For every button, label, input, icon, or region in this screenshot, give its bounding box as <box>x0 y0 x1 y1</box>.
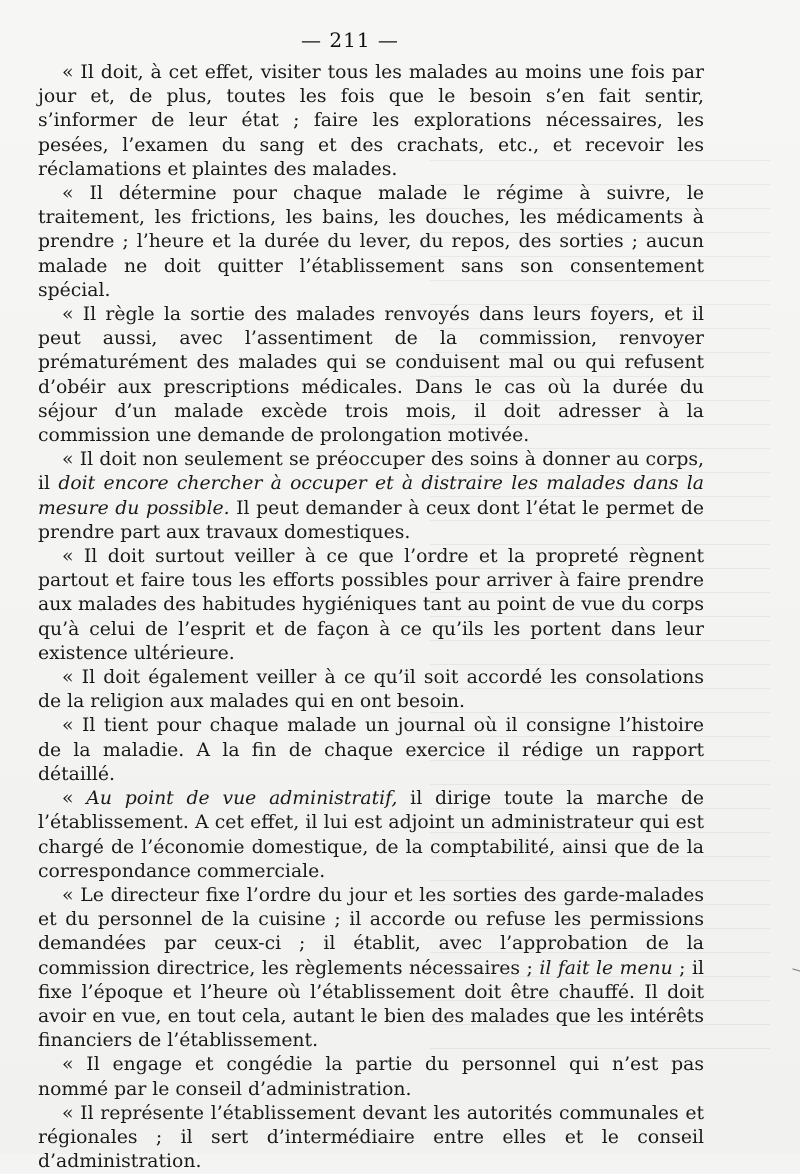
body-text <box>38 61 704 1174</box>
paragraph-administration <box>38 787 704 884</box>
paragraph-director-start: « Le directeur fixe l’ordre du jour et les sorties des garde-malades et du personnel de la cuisine ; il accorde ou refuse les permissions demandées par ceux-ci ; il établit, avec l’approbation de la commission directrice, les règlements nécessaires ; <box>38 884 704 979</box>
paragraph-occupation <box>38 448 704 545</box>
paragraph-discharge: « Il règle la sortie des malades renvoyés dans leurs foyers, et il peut aussi, avec l’assentiment de la commission, renvoyer prématurément des malades qui se conduisent mal ou qui refusent d’obéir aux prescriptions médicales. Dans le cas où la durée du séjour d’un malade excède trois mois, il doit adresser à la commission une demande de prolongation motivée. <box>38 304 704 447</box>
paragraph-director <box>38 884 704 1053</box>
paragraph-regime: « Il détermine pour chaque malade le régime à suivre, le traitement, les frictions, les bains, les douches, les médicaments à prendre ; l’heure et la durée du lever, du repos, des sorties ; aucun malade ne doit quitter l’établissement sans son consentement spécial. <box>38 183 704 301</box>
paragraph-administration-start: « <box>62 788 87 810</box>
paragraph-director-end: ; il fixe l’époque et l’heure où l’établissement doit être chauffé. Il doit avoir en vue, en tout cela, autant le bien des malades que les intérêts financiers de l’établissement. <box>38 957 704 1052</box>
paragraph-representation: « Il représente l’établissement devant les autorités communales et régionales ; il sert d’intermédiaire entre elles et le conseil d’administration. <box>38 1102 704 1173</box>
paragraph-religion: « Il doit également veiller à ce qu’il soit accordé les consolations de la religion aux malades qui en ont besoin. <box>38 667 704 713</box>
page-number: — 211 — <box>301 28 399 52</box>
paragraph-occupation-italic: doit encore chercher à occuper et à distraire les malades dans la mesure du possible. <box>38 473 704 519</box>
paragraph-administration-end: il dirige toute la marche de l’établissement. A cet effet, il lui est adjoint un administrateur qui est chargé de l’économie domestique, de la comptabilité, ainsi que de la correspondance commerciale. <box>38 788 704 882</box>
paragraph-visit-patients: « Il doit, à cet effet, visiter tous les malades au moins une fois par jour et, de plus, toutes les fois que le besoin s’en fait sentir, s’informer de leur état ; faire les explorations nécessaires, les pesées, l’examen du sang et des crachats, etc., et recevoir les réclamations et plaintes des malades. <box>38 62 704 180</box>
paragraph-administration-italic: Au point de vue administratif, <box>86 788 398 810</box>
paragraph-director-italic: il fait le menu <box>539 957 673 979</box>
paragraph-occupation-end: Il peut demander à ceux dont l’état le permet de prendre part aux travaux domestiques. <box>38 497 704 543</box>
paragraph-personnel: « Il engage et congédie la partie du personnel qui n’est pas nommé par le conseil d’administration. <box>38 1054 704 1100</box>
paragraph-order-cleanliness: « Il doit surtout veiller à ce que l’ordre et la propreté règnent partout et faire tous les efforts possibles pour arriver à faire prendre aux malades des habitudes hygiéniques tant au point de vue du corps qu’à celui de l’esprit et de façon à ce qu’ils les portent dans leur existence ultérieure. <box>38 546 704 664</box>
paragraph-occupation-start: « Il doit non seulement se préoccuper des soins à donner au corps, il <box>38 449 704 495</box>
margin-mark <box>792 968 800 976</box>
paragraph-journal: « Il tient pour chaque malade un journal où il consigne l’histoire de la maladie. A la fin de chaque exercice il rédige un rapport détaillé. <box>38 715 704 785</box>
